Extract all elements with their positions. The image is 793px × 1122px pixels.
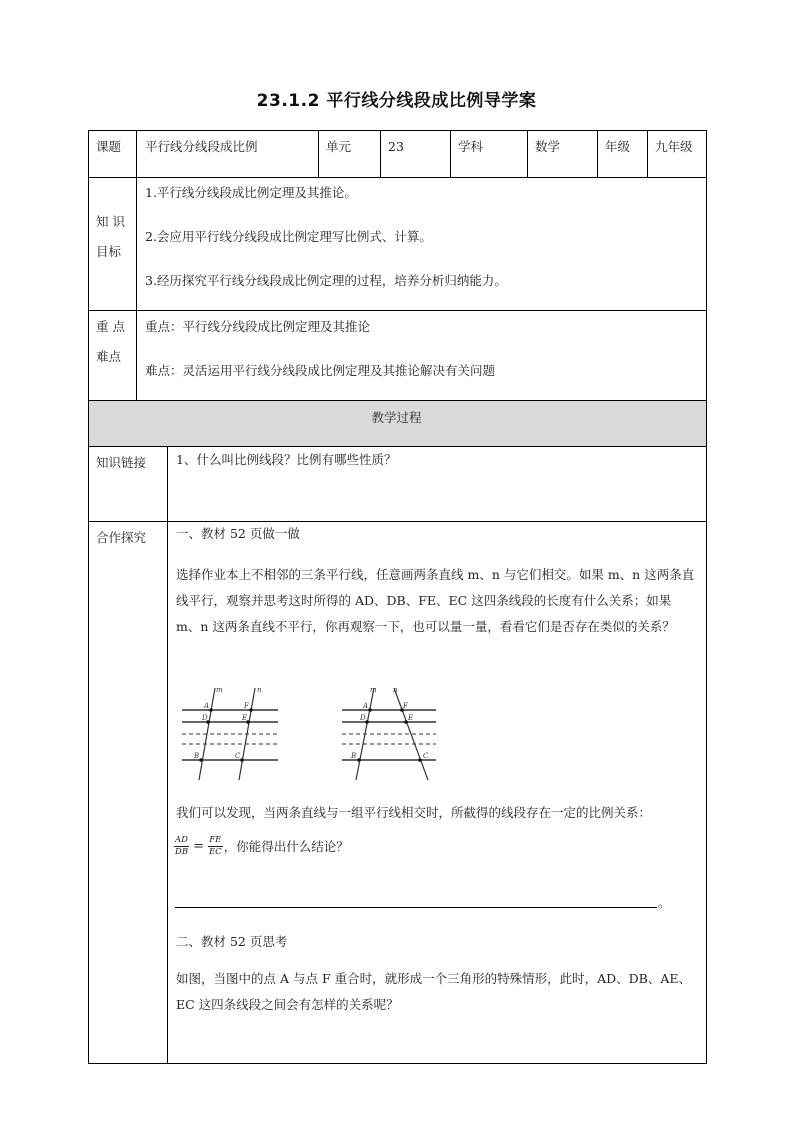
link-label: 知识链接	[96, 455, 147, 470]
label-n: n	[393, 686, 398, 694]
col-divider	[167, 446, 168, 1064]
row-divider	[88, 400, 707, 401]
difficulty-point: 难点：灵活运用平行线分线段成比例定理及其推论解决有关问题	[145, 363, 496, 378]
table-border-bottom	[88, 1063, 707, 1064]
label-A: A	[363, 702, 369, 710]
equals-sign: =	[193, 838, 204, 854]
section1-paragraph: 选择作业本上不相邻的三条平行线，任意画两条直线 m、n 与它们相交。如果 m、n 这两条直线平行，观察并思考这时所得的 AD、DB、FE、EC 这四条线段的长度有什么关系；如果 m、n 这两条直线不平行，你再观察一下，也可以量一量，看看它们是否存在类似的关系？	[176, 567, 695, 634]
row-divider	[88, 446, 707, 447]
col-divider	[647, 130, 648, 177]
row-divider	[88, 177, 707, 178]
label-A: A	[204, 702, 210, 710]
label-D: D	[202, 714, 208, 722]
col-divider	[380, 130, 381, 177]
goal-item-3: 3.经历探究平行线分线段成比例定理的过程，培养分析归纳能力。	[145, 273, 507, 288]
blank-end-mark: 。	[658, 895, 671, 910]
section2-title: 二、教材 52 页思考	[176, 934, 288, 949]
conclusion-prompt: ，你能得出什么结论？	[223, 839, 349, 854]
link-question: 1、什么叫比例线段？比例有哪些性质？	[176, 452, 397, 467]
goal-item-1: 1.平行线分线段成比例定理及其推论。	[145, 185, 357, 200]
topic-value: 平行线分线段成比例	[145, 139, 258, 154]
label-m: m	[216, 686, 223, 694]
goals-label-line2: 目标	[96, 244, 122, 259]
topic-label: 课题	[96, 139, 122, 154]
label-C: C	[423, 752, 429, 760]
grade-label: 年级	[605, 139, 631, 154]
discovery-text: 我们可以发现，当两条直线与一组平行线相交时，所截得的线段存在一定的比例关系：	[176, 805, 652, 820]
label-E: E	[408, 714, 414, 722]
keypoints-label-line1: 重 点	[96, 319, 125, 334]
proportion-equation	[174, 832, 349, 860]
unit-value: 23	[388, 139, 404, 154]
keypoints-label-line2: 难点	[96, 349, 122, 364]
fraction-ad-db	[174, 835, 189, 858]
col-divider	[527, 130, 528, 177]
label-C: C	[235, 752, 241, 760]
parallel-lines-figure-right	[338, 683, 448, 783]
fraction-denominator: EC	[208, 846, 222, 857]
explore-label: 合作探究	[96, 530, 147, 545]
fraction-numerator: AD	[175, 834, 189, 845]
subject-label: 学科	[458, 139, 484, 154]
label-B: B	[351, 752, 357, 760]
unit-label: 单元	[326, 139, 352, 154]
label-B: B	[194, 752, 200, 760]
label-n: n	[257, 686, 262, 694]
col-divider	[136, 130, 137, 177]
fraction-denominator: DB	[175, 846, 189, 857]
goal-item-2: 2.会应用平行线分线段成比例定理写比例式、计算。	[145, 229, 432, 244]
table-border-left	[88, 130, 89, 1064]
col-divider	[136, 177, 137, 400]
document-title: 23.1.2 平行线分线段成比例导学案	[256, 91, 537, 111]
fraction-numerator: FE	[209, 834, 222, 845]
label-E: E	[242, 714, 248, 722]
label-F: F	[403, 702, 408, 710]
process-header: 教学过程	[371, 410, 422, 425]
key-point: 重点：平行线分线段成比例定理及其推论	[145, 319, 371, 334]
row-divider	[88, 521, 707, 522]
section2-paragraph: 如图，当图中的点 A 与点 F 重合时，就形成一个三角形的特殊情形，此时，AD、DB、AE、EC 这四条线段之间会有怎样的关系呢？	[176, 971, 692, 1012]
goals-label-line1: 知 识	[96, 214, 125, 229]
col-divider	[450, 130, 451, 177]
row-divider	[88, 310, 707, 311]
label-m: m	[370, 686, 377, 694]
table-border-right	[706, 130, 707, 1064]
section1-title: 一、教材 52 页做一做	[176, 526, 300, 541]
subject-value: 数学	[535, 139, 561, 154]
col-divider	[597, 130, 598, 177]
table-border-top	[88, 130, 707, 131]
col-divider	[318, 130, 319, 177]
parallel-lines-figure-left	[178, 683, 288, 783]
grade-value: 九年级	[655, 139, 693, 154]
label-F: F	[244, 702, 249, 710]
fraction-fe-ec	[208, 835, 223, 858]
answer-blank-line[interactable]	[175, 907, 657, 908]
label-D: D	[360, 714, 366, 722]
